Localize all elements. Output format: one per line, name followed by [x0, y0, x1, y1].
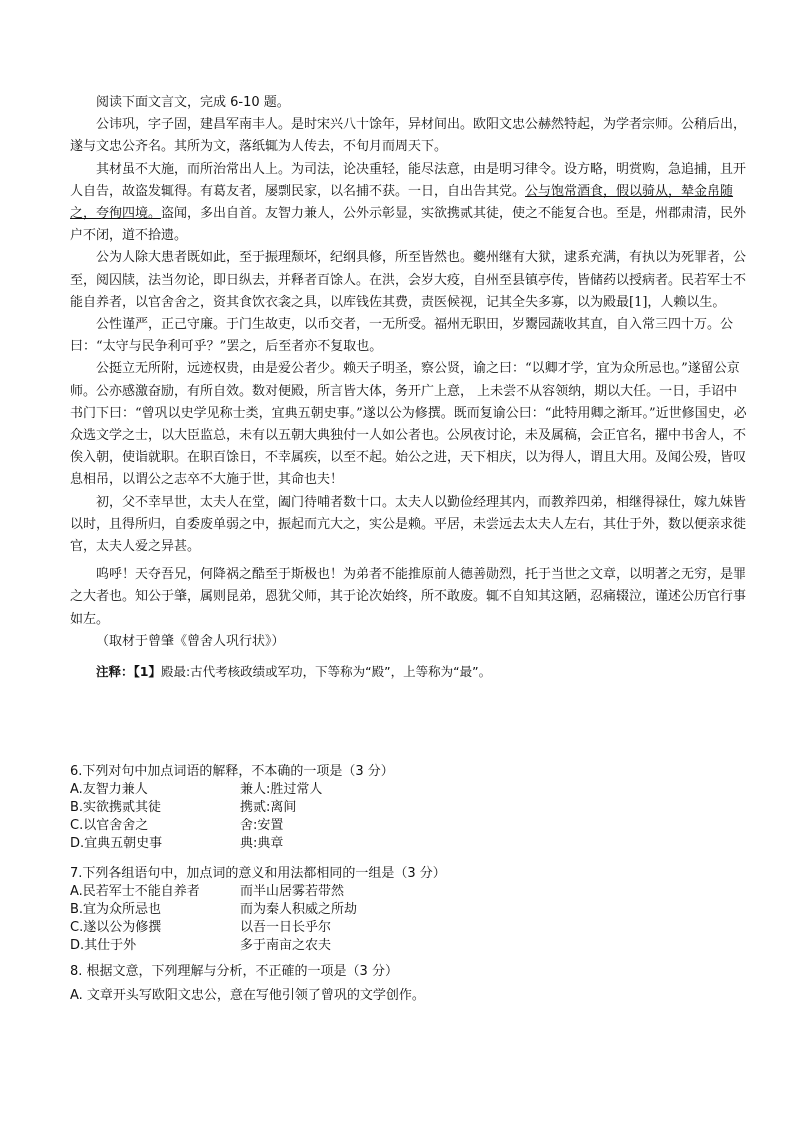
question-8 [70, 962, 750, 1005]
question-8-option-a [70, 987, 750, 1005]
question-6-option-a [70, 781, 750, 799]
question-6-option-b [70, 799, 750, 817]
option-sentence: C.遂以公为修撰 [70, 920, 162, 935]
option-sentence: A.民若军士不能自养者 [70, 884, 200, 899]
question-7-title: 7.下列各组语句中，加点词的意义和用法都相同的一组是（3 分） [70, 866, 446, 881]
question-6 [70, 762, 750, 853]
option-comparison: 而为秦人积威之所劫 [240, 902, 358, 917]
option-comparison: 多于南亩之农夫 [240, 938, 332, 953]
option-sentence: C.以官舍舍之 [70, 818, 149, 833]
question-7-option-a [70, 883, 750, 901]
passage-paragraph-7: 呜呼！天夺吾兄，何降祸之酷至于斯极也！为弟者不能推原前人德善勋烈，托于当世之文章，以明著之无穷，是罪之大者也。知公于肇，属则昆弟，恩犹父师，其于论次始终，所不敢废。辄不自知其这陋，忍痛辍泣，谨述公历官行事如左。 [70, 567, 747, 627]
option-sentence: D.其仕于外 [70, 938, 137, 953]
option-explanation: 舍:安置 [240, 818, 284, 833]
option-sentence: D.宜典五朝史事 [70, 836, 163, 851]
question-6-title: 6.下列对句中加点词语的解释，不本确的一项是（3 分） [70, 764, 394, 779]
option-text: A. 文章开头写欧阳文忠公，意在写他引领了曾巩的文学创作。 [70, 988, 425, 1003]
paragraph-2-part-2: 盗闻，多出自首。友智力兼人，公外示彰显，实欲携贰其徒，使之不能复合也。至是，州郡肃清，民外户不闭，道不拾遗。 [70, 206, 747, 244]
question-6-option-c [70, 817, 750, 835]
question-8-title: 8. 根据文意，下列理解与分析，不正確的一项是（3 分） [70, 964, 398, 979]
question-6-option-d [70, 835, 750, 853]
annotation-label: 注释：【1】 [96, 664, 161, 680]
underlined-sentence: 公与饱常酒食，假以骑从，辇金帛随之，夸徇四境。 [70, 183, 734, 222]
question-7-option-d [70, 937, 750, 955]
passage-paragraph-6: 初，父不幸早世，太夫人在堂，阖门待哺者数十口。太夫人以勤俭经理其内，而教养四弟，相继得禄仕，嫁九妹皆以时，且得所归，自委废单弱之中，振起而亢大之，实公是赖。平居，未尝远去太夫人左右，其仕于外，数以便亲求徙官，太夫人爱之异甚。 [70, 494, 747, 555]
question-7 [70, 864, 750, 955]
question-7-option-c [70, 919, 750, 937]
passage-paragraph-1: 公讳巩，字子固，建昌军南丰人。是时宋兴八十馀年，异材间出。欧阳文忠公赫然特起，为学者宗师。公稍后出，遂与文忠公齐名。其所为文，落纸辄为人传去，不旬月而周天下。 [70, 117, 747, 155]
option-comparison: 而半山居雾若带然 [240, 884, 345, 899]
passage-paragraph-4: 公性谨严，正己守廉。于门生故吏，以币交者，一无所受。福州无职田，岁鬻园蔬收其直，自入常三四十万。公曰：“太守与民争利可乎？”罢之，后至者亦不复取也。 [70, 317, 734, 355]
option-explanation: 携贰:离间 [240, 800, 297, 815]
passage-paragraph-3: 公为人除大患者既如此，至于振理颓坏，纪纲具修，所至皆然也。夔州继有大狱，逮系充满，有执以为死罪者，公至，阅囚牍，法当勿论，即日纵去，并释者百馀人。在洪，会岁大疫，自州至县镇亭传，皆储药以授病者。民若军士不能自养者，以官舍舍之，资其食饮衣衾之具，以库钱佐其费，责医候视，记其全失多寡，以为殿最[1]，人赖以生。 [70, 250, 747, 310]
option-sentence: A.友智力兼人 [70, 782, 148, 797]
option-sentence: B.实欲携贰其徒 [70, 800, 162, 815]
annotation [70, 661, 750, 683]
passage-paragraph-5: 公挺立无所附，远迹权贵，由是爱公者少。赖天子明圣，察公贤，谕之曰：“以卿才学，宜为众所忌也。”遂留公京师。公亦感激奋励，有所自效。数对便殿，所言皆大体，务开广上意， 上未尝不从容领纳，期以大任。一日，手诏中书门下曰：“曾巩以史学见称士类，宜典五朝史事。”遂以公为修撰。既而复谕公曰：“此特用卿之渐耳。”近世修国史，必众选文学之士，以大臣监总，未有以五朝大典独付一人如公者也。公夙夜讨论，未及属稿，会正官名，擢中书舍人，不俟入朝，使诣就职。在职百馀日，不幸属疾，以至不起。始公之进，天下相庆，以为得人，谓且大用。及闻公殁，皆叹息相吊，以谓公之志卒不大施于世，其命也夫！ [70, 361, 747, 488]
passage [70, 92, 750, 683]
option-sentence: B.宜为众所忌也 [70, 902, 162, 917]
annotation-text: 殿最:古代考核政绩或军功，下等称为“殿”，上等称为“最”。 [160, 664, 492, 680]
passage-source: （取材于曾肇《曾舍人巩行状》） [96, 633, 285, 649]
option-comparison: 以吾一日长乎尔 [240, 920, 332, 935]
question-7-option-b [70, 901, 750, 919]
paragraph-2-part-1: 其材虽不大施，而所治常出人上。为司法，论决重轻，能尽法意，由是明习律令。设方略，明赏购，急追捕，且开人自告，故盗发辄得。有葛友者，屡剽民家，以名捕不获。一日，自出告其党。 [70, 161, 747, 199]
passage-paragraph-2 [70, 159, 750, 248]
option-explanation: 兼人:胜过常人 [240, 782, 323, 797]
reading-instruction: 阅读下面文言文，完成 6-10 题。 [96, 95, 290, 110]
option-explanation: 典:典章 [240, 836, 284, 851]
